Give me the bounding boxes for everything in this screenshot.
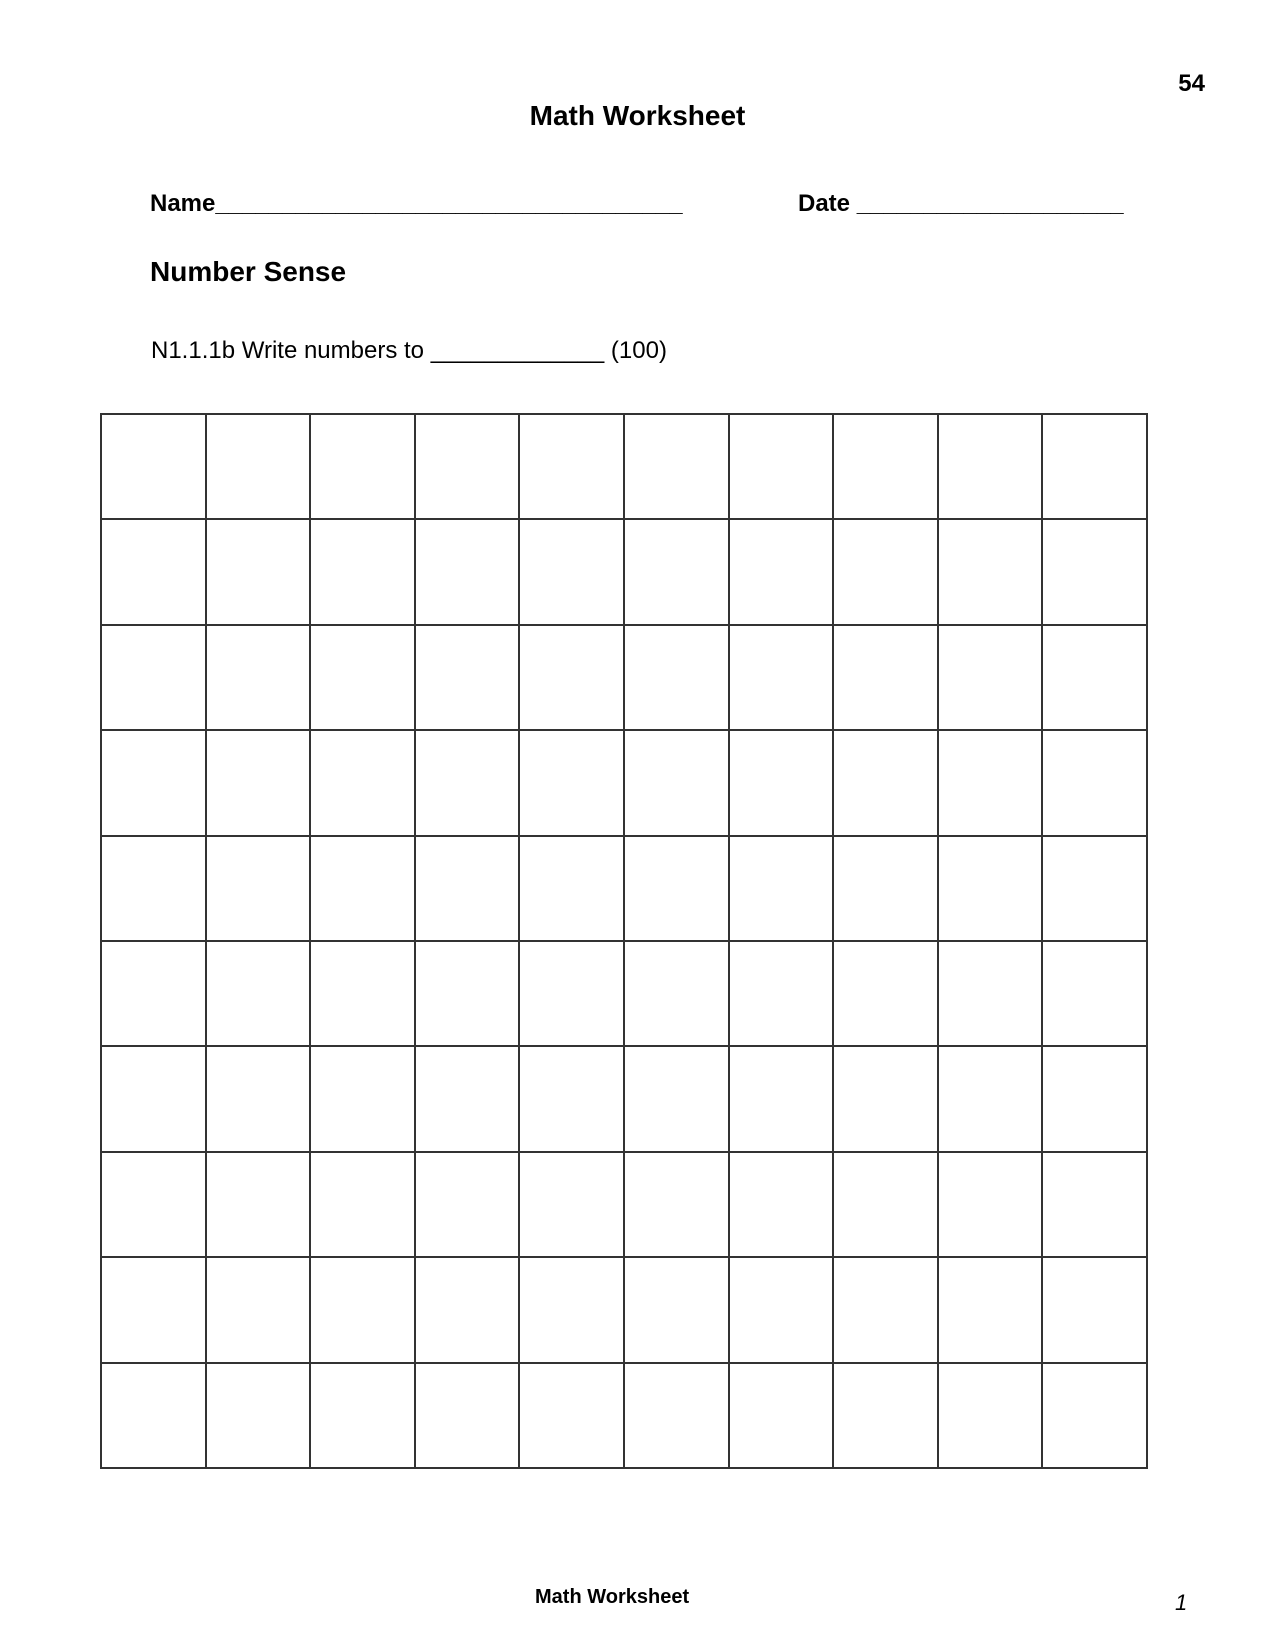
grid-cell[interactable] — [1043, 731, 1148, 836]
page-title: Math Worksheet — [529, 100, 746, 131]
grid-cell[interactable] — [311, 1364, 416, 1469]
grid-cell[interactable] — [416, 415, 521, 520]
grid-cell[interactable] — [416, 837, 521, 942]
grid-cell[interactable] — [834, 942, 939, 1047]
grid-cell[interactable] — [102, 1364, 207, 1469]
grid-cell[interactable] — [207, 1153, 312, 1258]
grid-cell[interactable] — [1043, 415, 1148, 520]
grid-cell[interactable] — [416, 1047, 521, 1152]
date-blank[interactable]: ____________________ — [856, 190, 1124, 217]
grid-cell[interactable] — [625, 731, 730, 836]
grid-cell[interactable] — [520, 415, 625, 520]
grid-cell[interactable] — [1043, 626, 1148, 731]
grid-cell[interactable] — [1043, 1047, 1148, 1152]
grid-cell[interactable] — [939, 1047, 1044, 1152]
grid-cell[interactable] — [207, 731, 312, 836]
grid-cell[interactable] — [520, 1364, 625, 1469]
grid-cell[interactable] — [834, 1364, 939, 1469]
grid-cell[interactable] — [730, 942, 835, 1047]
instruction-code: N1.1.1b — [151, 337, 236, 364]
grid-cell[interactable] — [416, 731, 521, 836]
section-heading: Number Sense — [150, 256, 347, 287]
grid-cell[interactable] — [939, 520, 1044, 625]
grid-cell[interactable] — [102, 415, 207, 520]
grid-cell[interactable] — [939, 942, 1044, 1047]
grid-cell[interactable] — [102, 942, 207, 1047]
grid-cell[interactable] — [520, 942, 625, 1047]
grid-cell[interactable] — [730, 1153, 835, 1258]
grid-cell[interactable] — [520, 520, 625, 625]
grid-cell[interactable] — [939, 1364, 1044, 1469]
grid-cell[interactable] — [1043, 837, 1148, 942]
grid-cell[interactable] — [939, 415, 1044, 520]
date-field[interactable] — [798, 190, 1124, 218]
grid-cell[interactable] — [311, 837, 416, 942]
grid-cell[interactable] — [834, 1258, 939, 1363]
hundred-grid — [100, 413, 1148, 1469]
grid-cell[interactable] — [102, 520, 207, 625]
grid-cell[interactable] — [416, 626, 521, 731]
grid-cell[interactable] — [1043, 942, 1148, 1047]
grid-cell[interactable] — [939, 837, 1044, 942]
grid-cell[interactable] — [625, 942, 730, 1047]
grid-cell[interactable] — [625, 1258, 730, 1363]
grid-cell[interactable] — [939, 1258, 1044, 1363]
grid-cell[interactable] — [625, 626, 730, 731]
grid-cell[interactable] — [416, 1258, 521, 1363]
name-field[interactable] — [150, 190, 683, 218]
grid-cell[interactable] — [625, 1364, 730, 1469]
grid-cell[interactable] — [834, 1047, 939, 1152]
grid-cell[interactable] — [520, 626, 625, 731]
instruction — [151, 337, 667, 365]
grid-cell[interactable] — [730, 837, 835, 942]
grid-cell[interactable] — [625, 520, 730, 625]
grid-cell[interactable] — [1043, 520, 1148, 625]
grid-cell[interactable] — [207, 1258, 312, 1363]
grid-cell[interactable] — [207, 837, 312, 942]
grid-cell[interactable] — [834, 731, 939, 836]
grid-cell[interactable] — [520, 1047, 625, 1152]
grid-cell[interactable] — [311, 731, 416, 836]
grid-cell[interactable] — [625, 1047, 730, 1152]
grid-cell[interactable] — [730, 1364, 835, 1469]
footer-title: Math Worksheet — [535, 1586, 690, 1608]
grid-cell[interactable] — [1043, 1364, 1148, 1469]
date-label: Date — [798, 190, 851, 217]
grid-cell[interactable] — [834, 626, 939, 731]
name-label: Name — [150, 190, 216, 217]
page-number: 54 — [1178, 70, 1205, 97]
grid-cell[interactable] — [625, 1153, 730, 1258]
grid-cell[interactable] — [311, 1258, 416, 1363]
grid-cell[interactable] — [730, 626, 835, 731]
grid-cell[interactable] — [416, 1153, 521, 1258]
grid-cell[interactable] — [207, 1364, 312, 1469]
grid-cell[interactable] — [311, 1047, 416, 1152]
grid-cell[interactable] — [520, 1153, 625, 1258]
grid-cell[interactable] — [311, 520, 416, 625]
grid-cell[interactable] — [207, 626, 312, 731]
grid-cell[interactable] — [207, 415, 312, 520]
grid-cell[interactable] — [102, 837, 207, 942]
grid-cell[interactable] — [416, 942, 521, 1047]
grid-cell[interactable] — [730, 731, 835, 836]
grid-cell[interactable] — [834, 837, 939, 942]
grid-cell[interactable] — [625, 415, 730, 520]
grid-cell[interactable] — [102, 1258, 207, 1363]
grid-cell[interactable] — [520, 1258, 625, 1363]
grid-cell[interactable] — [311, 626, 416, 731]
grid-cell[interactable] — [730, 520, 835, 625]
grid-cell[interactable] — [207, 1047, 312, 1152]
grid-cell[interactable] — [834, 1153, 939, 1258]
instruction-text: Write numbers to — [241, 337, 425, 364]
grid-cell[interactable] — [939, 1153, 1044, 1258]
grid-cell[interactable] — [730, 1258, 835, 1363]
grid-cell[interactable] — [1043, 1258, 1148, 1363]
grid-cell[interactable] — [102, 731, 207, 836]
grid-cell[interactable] — [520, 731, 625, 836]
grid-cell[interactable] — [311, 942, 416, 1047]
grid-cell[interactable] — [207, 520, 312, 625]
grid-cell[interactable] — [207, 942, 312, 1047]
grid-cell[interactable] — [730, 415, 835, 520]
name-blank[interactable]: ___________________________________ — [215, 190, 683, 217]
grid-cell[interactable] — [939, 626, 1044, 731]
footer-page-number: 1 — [1175, 1590, 1188, 1615]
grid-cell[interactable] — [1043, 1153, 1148, 1258]
grid-cell[interactable] — [311, 415, 416, 520]
grid-cell[interactable] — [102, 1153, 207, 1258]
instruction-target: (100) — [610, 337, 667, 364]
instruction-blank[interactable]: _____________ — [430, 337, 605, 364]
grid-cell[interactable] — [102, 1047, 207, 1152]
grid-cell[interactable] — [939, 731, 1044, 836]
grid-cell[interactable] — [730, 1047, 835, 1152]
grid-cell[interactable] — [834, 415, 939, 520]
grid-cell[interactable] — [102, 626, 207, 731]
grid-cell[interactable] — [416, 520, 521, 625]
grid-cell[interactable] — [834, 520, 939, 625]
grid-cell[interactable] — [311, 1153, 416, 1258]
grid-cell[interactable] — [520, 837, 625, 942]
grid-cell[interactable] — [625, 837, 730, 942]
grid-cell[interactable] — [416, 1364, 521, 1469]
